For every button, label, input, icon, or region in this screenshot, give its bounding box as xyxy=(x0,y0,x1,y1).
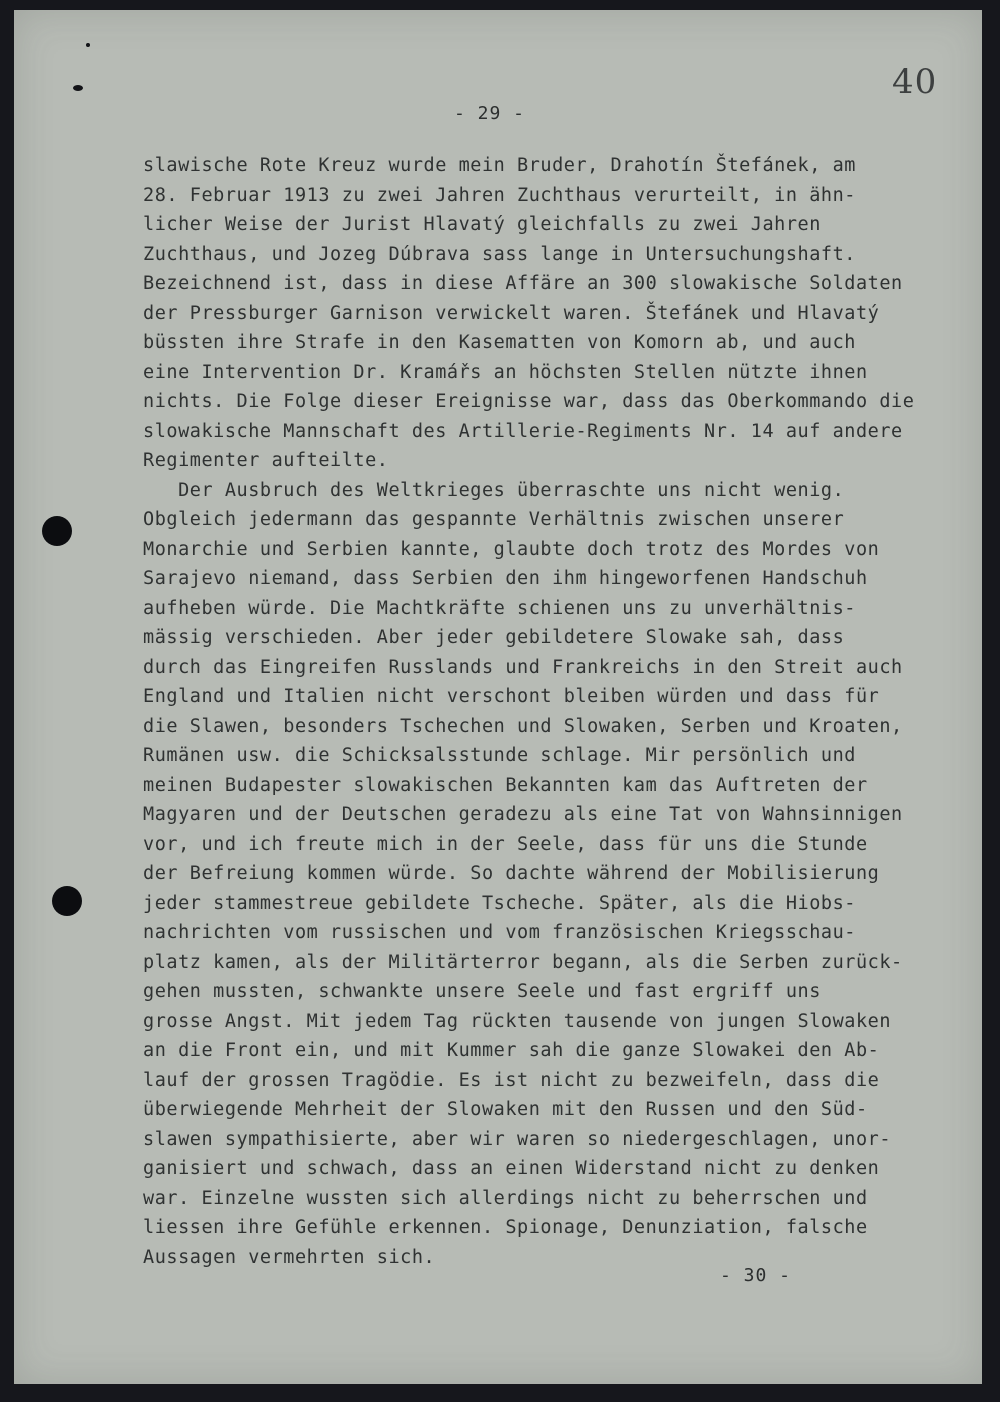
text-line: platz kamen, als der Militärterror begann, als die Serben zurück- xyxy=(143,951,903,973)
text-line: England und Italien nicht verschont bleiben würden und dass für xyxy=(143,686,880,707)
text-line: an die Front ein, und mit Kummer sah die ganze Slowakei den Ab- xyxy=(143,1040,880,1061)
text-line: der Pressburger Garnison verwickelt waren. Štefánek und Hlavatý xyxy=(143,302,880,324)
text-line: grosse Angst. Mit jedem Tag rückten tausende von jungen Slowaken xyxy=(143,1010,892,1032)
text-line: die Slawen, besonders Tschechen und Slowaken, Serben und Kroaten, xyxy=(143,715,903,737)
text-line: meinen Budapester slowakischen Bekannten kam das Auftreten der xyxy=(143,774,868,796)
text-line: aufheben würde. Die Machtkräfte schienen uns zu unverhältnis- xyxy=(143,597,856,619)
text-line: war. Einzelne wussten sich allerdings nicht zu beherrschen und xyxy=(143,1187,868,1209)
text-line: gehen mussten, schwankte unsere Seele und fast ergriff uns xyxy=(143,981,821,1002)
text-line: der Befreiung kommen würde. So dachte während der Mobilisierung xyxy=(143,863,880,884)
text-line: jeder stammestreue gebildete Tscheche. Später, als die Hiobs- xyxy=(143,892,856,914)
text-line: Bezeichnend ist, dass in diese Affäre an 300 slowakische Soldaten xyxy=(143,273,903,294)
text-line: Magyaren und der Deutschen geradezu als eine Tat von Wahnsinnigen xyxy=(143,804,903,825)
text-line: vor, und ich freute mich in der Seele, dass für uns die Stunde xyxy=(143,833,868,855)
punch-hole-upper xyxy=(42,516,72,546)
text-line: slawen sympathisierte, aber wir waren so niedergeschlagen, unor- xyxy=(143,1128,892,1150)
folio-number: 40 xyxy=(892,62,938,102)
text-line: durch das Eingreifen Russlands und Frankreichs in den Streit auch xyxy=(143,656,903,678)
text-line: Monarchie und Serbien kannte, glaubte doch trotz des Mordes von xyxy=(143,538,880,560)
text-line: nichts. Die Folge dieser Ereignisse war, dass das Oberkommando die xyxy=(143,391,915,412)
text-line: lauf der grossen Tragödie. Es ist nicht zu bezweifeln, dass die xyxy=(143,1069,880,1091)
punch-hole-lower xyxy=(52,886,82,916)
ink-speck xyxy=(73,85,83,91)
text-line: Aussagen vermehrten sich. xyxy=(143,1246,436,1268)
text-line: büssten ihre Strafe in den Kasematten von Komorn ab, und auch xyxy=(143,332,856,353)
text-line: Der Ausbruch des Weltkrieges überraschte uns nicht wenig. xyxy=(143,479,845,501)
text-line: mässig verschieden. Aber jeder gebildetere Slowake sah, dass xyxy=(143,627,845,648)
text-line: Rumänen usw. die Schicksalsstunde schlage. Mir persönlich und xyxy=(143,745,856,766)
text-line: Obgleich jedermann das gespannte Verhältnis zwischen unserer xyxy=(143,509,845,530)
text-line: ganisiert und schwach, dass an einen Widerstand nicht zu denken xyxy=(143,1158,880,1179)
typewritten-page xyxy=(14,10,982,1384)
text-line: Sarajevo niemand, dass Serbien den ihm hingeworfenen Handschuh xyxy=(143,568,868,589)
text-line: nachrichten vom russischen und vom französischen Kriegsschau- xyxy=(143,922,856,943)
text-line: licher Weise der Jurist Hlavatý gleichfalls zu zwei Jahren xyxy=(143,214,821,235)
text-line: liessen ihre Gefühle erkennen. Spionage, Denunziation, falsche xyxy=(143,1217,868,1238)
text-line: slowakische Mannschaft des Artillerie-Regiments Nr. 14 auf andere xyxy=(143,420,903,442)
text-line: eine Intervention Dr. Kramářs an höchsten Stellen nützte ihnen xyxy=(143,361,868,383)
text-line: 28. Februar 1913 zu zwei Jahren Zuchthaus verurteilt, in ähn- xyxy=(143,184,856,206)
text-line: Zuchthaus, und Jozeg Dúbrava sass lange in Untersuchungshaft. xyxy=(143,243,856,265)
ink-speck xyxy=(86,43,90,47)
body-text xyxy=(143,151,914,1272)
page-number: - 29 - xyxy=(454,103,526,124)
text-line: slawische Rote Kreuz wurde mein Bruder, Drahotín Štefánek, am xyxy=(143,155,856,176)
text-line: Regimenter aufteilte. xyxy=(143,450,389,471)
next-page-marker: - 30 - xyxy=(720,1265,792,1286)
text-line: überwiegende Mehrheit der Slowaken mit den Russen und den Süd- xyxy=(143,1099,868,1120)
